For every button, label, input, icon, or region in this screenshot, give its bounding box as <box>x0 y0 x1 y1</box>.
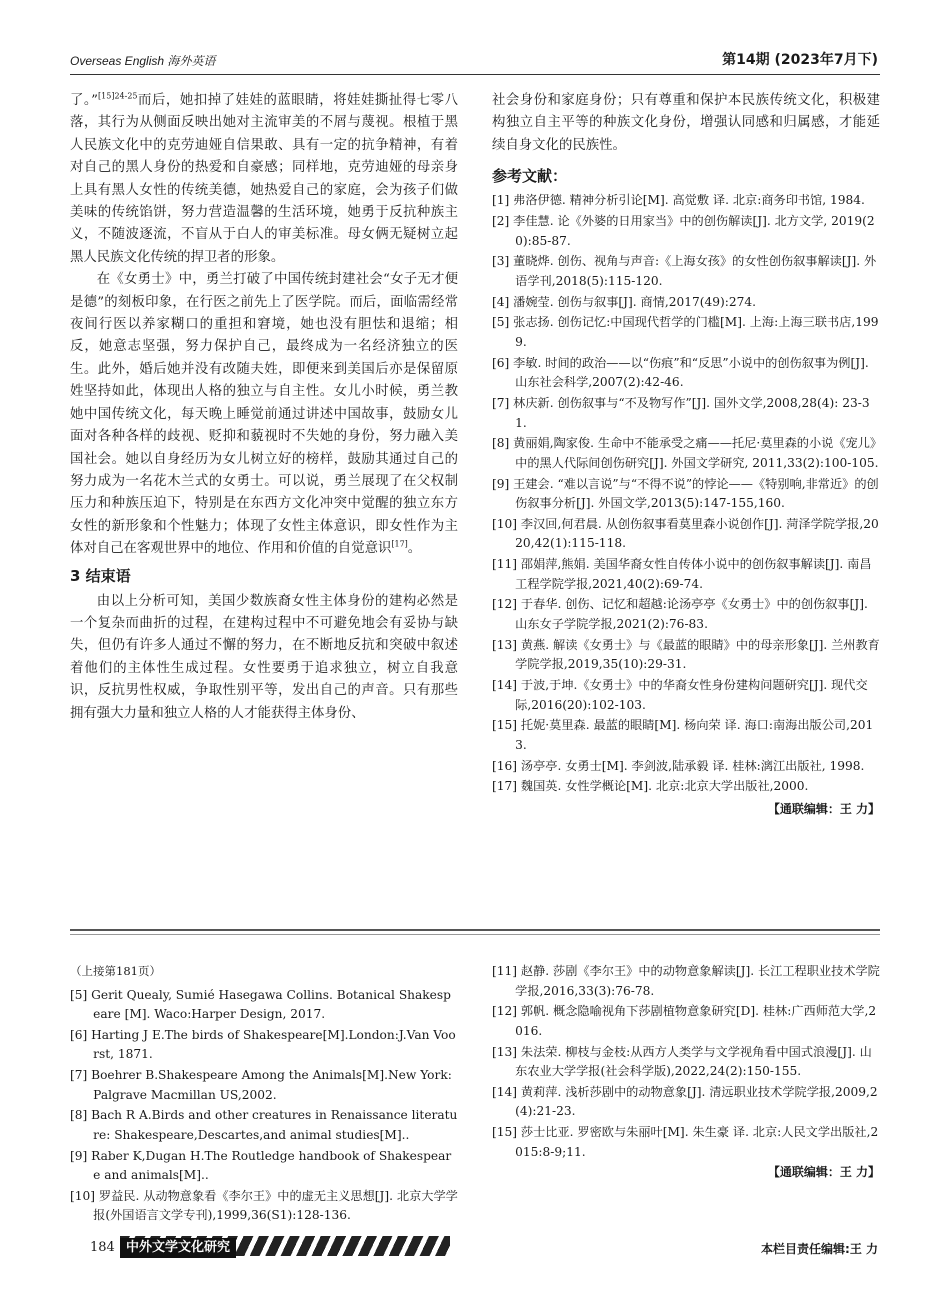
header-rule <box>70 74 880 75</box>
journal-header-left: Overseas English 海外英语 <box>70 54 216 68</box>
reference-item: [10] 李汉回,何君晨. 从创伤叙事看莫里森小说创作[J]. 菏泽学院学报,2020,42(1):115-118. <box>492 516 879 551</box>
paragraph-1: 了。”$^{[15]24-25}$而后，她扣掉了娃娃的蓝眼睛，将娃娃撕扯得七零八落，其行为从侧面反映出她对主流审美的不屑与蔑视。根植于黑人民族文化中的克劳迪娅自信果敢、具有一定的抗争精神，有着对自己的黑人身份的热爱和自豪感；同样地，克劳迪娅的母亲身上具有黑人女性的传统美德，她热爱自己的家庭，会为孩子们做美味的传统馅饼，努力营造温馨的生活环境，她勇于反抗种族主义，不随波逐流，不盲从于白人的审美标准。母女俩无疑树立起黑人民族文化传统的捍卫者的形象。 <box>70 91 458 265</box>
reference-item: [7] Boehrer B.Shakespeare Among the Animals[M].New York:Palgrave Macmillan US,2002. <box>70 1068 452 1102</box>
reference-item: [14] 于波,于坤.《女勇士》中的华裔女性身份建构问题研究[J]. 现代交际,2016(20):102-103. <box>492 678 868 712</box>
citation: [15]24-25 <box>98 91 138 101</box>
reference-item: [1] 弗洛伊德. 精神分析引论[M]. 高觉敷 译. 北京:商务印书馆, 1984. <box>492 193 865 208</box>
reference-item: [12] 郭帆. 概念隐喻视角下莎剧植物意象研究[D]. 桂林:广西师范大学,2016. <box>492 1004 877 1038</box>
reference-item: [11] 邵娟萍,熊娟. 美国华裔女性自传体小说中的创伤叙事解读[J]. 南昌工程学院学报,2021,40(2):69-74. <box>492 557 872 591</box>
reference-item: [6] Harting J E.The birds of Shakespeare[M].London:J.Van Voorst, 1871. <box>70 1027 456 1062</box>
reference-item: [12] 于春华. 创伤、记忆和超越:论汤亭亭《女勇士》中的创伤叙事[J]. 山东女子学院学报,2021(2):76-83. <box>492 597 868 631</box>
reference-item: [15] 托妮·莫里森. 最蓝的眼睛[M]. 杨向荣 译. 海口:南海出版公司,2013. <box>492 718 874 752</box>
page-footer <box>70 1234 880 1256</box>
editor-note-bottom: 【通联编辑：王 力】 <box>767 1165 880 1180</box>
reference-item: [8] Bach R A.Birds and other creatures in Renaissance literature: Shakespeare,Descartes,and animal studies[M].. <box>70 1108 458 1142</box>
reference-item: [15] 莎士比亚. 罗密欧与朱丽叶[M]. 朱生豪 译. 北京:人民文学出版社,2015:8-9;11. <box>492 1125 879 1159</box>
issue-header-right: 第14期 (2023年7月下) <box>722 52 878 68</box>
bottom-left-column <box>70 962 458 1227</box>
page-number: 184 <box>90 1240 115 1255</box>
reference-item: [16] 汤亭亭. 女勇士[M]. 李剑波,陆承毅 译. 桂林:漓江出版社, 1998. <box>492 758 865 773</box>
paragraph-2: 在《女勇士》中，勇兰打破了中国传统封建社会“女子无才便是德”的刻板印象，在行医之前先上了医学院。而后，面临需经常夜间行医以养家糊口的重担和窘境，她也没有胆怯和退缩；相反，她意志坚强，努力保护自己，最终成为一名经济独立的医生。此外，婚后她并没有改随夫姓，即便来到美国后亦是保留原姓坚持如此，体现出人格的独立与自主性。女儿小时候，勇兰教她中国传统文化，每天晚上睡觉前通过讲述中国故事，鼓励女儿面对各种各样的歧视、贬抑和藐视时不失她的身份，努力融入美国社会。她以自身经历为女儿树立好的榜样，鼓励其通过自己的努力成为一名花木兰式的女勇士。可以说，勇兰展现了在父权制压力和种族压迫下，特别是在东西方文化冲突中觉醒的独立东方女性的新形象和个性魅力；体现了女性主体意识，即女性作为主体对自己在客观世界中的地位、作用和价值的自觉意识[17]。 <box>70 272 458 557</box>
reference-item: [13] 黄燕. 解读《女勇士》与《最蓝的眼睛》中的母亲形象[J]. 兰州教育学院学报,2019,35(10):29-31. <box>492 637 880 672</box>
reference-item: [5] 张志扬. 创伤记忆:中国现代哲学的门槛[M]. 上海:上海三联书店,1999. <box>492 315 879 349</box>
right-column <box>492 90 880 821</box>
section-title-conclusion: 3 结束语 <box>70 566 131 585</box>
reference-item: [3] 董晓烨. 创伤、视角与声音:《上海女孩》的女性创伤叙事解读[J]. 外语学刊,2018(5):115-120. <box>492 254 877 288</box>
column-editor: 本栏目责任编辑:王 力 <box>761 1242 878 1256</box>
reference-list-bottom-left <box>70 986 458 1226</box>
reference-item: [2] 李佳慧. 论《外婆的日用家当》中的创伤解读[J]. 北方文学, 2019(20):85-87. <box>492 214 875 248</box>
continued-note: （上接第181页） <box>70 964 161 978</box>
paragraph-3: 由以上分析可知，美国少数族裔女性主体身份的建构必然是一个复杂而曲折的过程，在建构过程中不可避免地会有妥协与缺失，但仍有许多人通过不懈的努力，在不断地反抗和突破中叙述着他们的主体性生成过程。女性要勇于追求独立，树立自我意识，反抗男性权威，争取性别平等，发出自己的声音。只有那些拥有强大力量和独立人格的人才能获得主体身份、 <box>70 593 458 721</box>
reference-item: [9] 王建会. “难以言说”与“不得不说”的悖论——《特别响,非常近》的创伤叙事分析[J]. 外国文学,2013(5):147-155,160. <box>492 476 879 511</box>
reference-item: [9] Raber K,Dugan H.The Routledge handbook of Shakespeare and animals[M].. <box>70 1148 452 1183</box>
reference-list <box>492 191 880 797</box>
reference-item: [7] 林庆新. 创伤叙事与“不及物写作”[J]. 国外文学,2008,28(4): 23-31. <box>492 396 870 430</box>
reference-item: [11] 赵静. 莎剧《李尔王》中的动物意象解读[J]. 长江工程职业技术学院学报,2016,33(3):76-78. <box>492 964 880 998</box>
editor-note: 【通联编辑：王 力】 <box>767 802 880 817</box>
reference-item: [17] 魏国英. 女性学概论[M]. 北京:北京大学出版社,2000. <box>492 779 809 794</box>
reference-item: [6] 李敏. 时间的政治——以“伤痕”和“反思”小说中的创伤叙事为例[J]. 山东社会科学,2007(2):42-46. <box>492 355 869 390</box>
bottom-right-column <box>492 962 880 1183</box>
reference-list-bottom-right <box>492 962 880 1162</box>
section-divider <box>70 929 880 931</box>
paragraph-continuation: 社会身份和家庭身份；只有尊重和保护本民族传统文化，积极建构独立自主平等的种族文化身份，增强认同感和归属感，才能延续自身文化的民族性。 <box>492 93 880 153</box>
reference-item: [8] 黄丽娟,陶家俊. 生命中不能承受之痛——托尼·莫里森的小说《宠儿》中的黑人代际间创伤研究[J]. 外国文学研究, 2011,33(2):100-105. <box>492 436 879 470</box>
reference-item: [4] 潘婉莹. 创伤与叙事[J]. 商情,2017(49):274. <box>492 294 757 309</box>
citation: [17] <box>391 539 408 549</box>
reference-item: [10] 罗益民. 从动物意象看《李尔王》中的虚无主义思想[J]. 北京大学学报(外国语言文学专刊),1999,36(S1):128-136. <box>70 1188 458 1223</box>
references-title: 参考文献： <box>492 167 568 186</box>
reference-item: [5] Gerit Quealy, Sumié Hasegawa Collins. Botanical Shakespeare [M]. Waco:Harper Design, 2017. <box>70 987 451 1021</box>
journal-name: 中外文学文化研究 <box>120 1238 236 1258</box>
reference-item: [13] 朱法荣. 柳枝与金枝:从西方人类学与文学视角看中国式浪漫[J]. 山东农业大学学报(社会科学版),2022,24(2):150-155. <box>492 1044 872 1079</box>
left-column <box>70 90 458 725</box>
reference-item: [14] 黄莉萍. 浅析莎剧中的动物意象[J]. 清远职业技术学院学报,2009,2(4):21-23. <box>492 1084 878 1119</box>
journal-banner <box>120 1236 450 1256</box>
section-divider-thin <box>70 934 880 935</box>
